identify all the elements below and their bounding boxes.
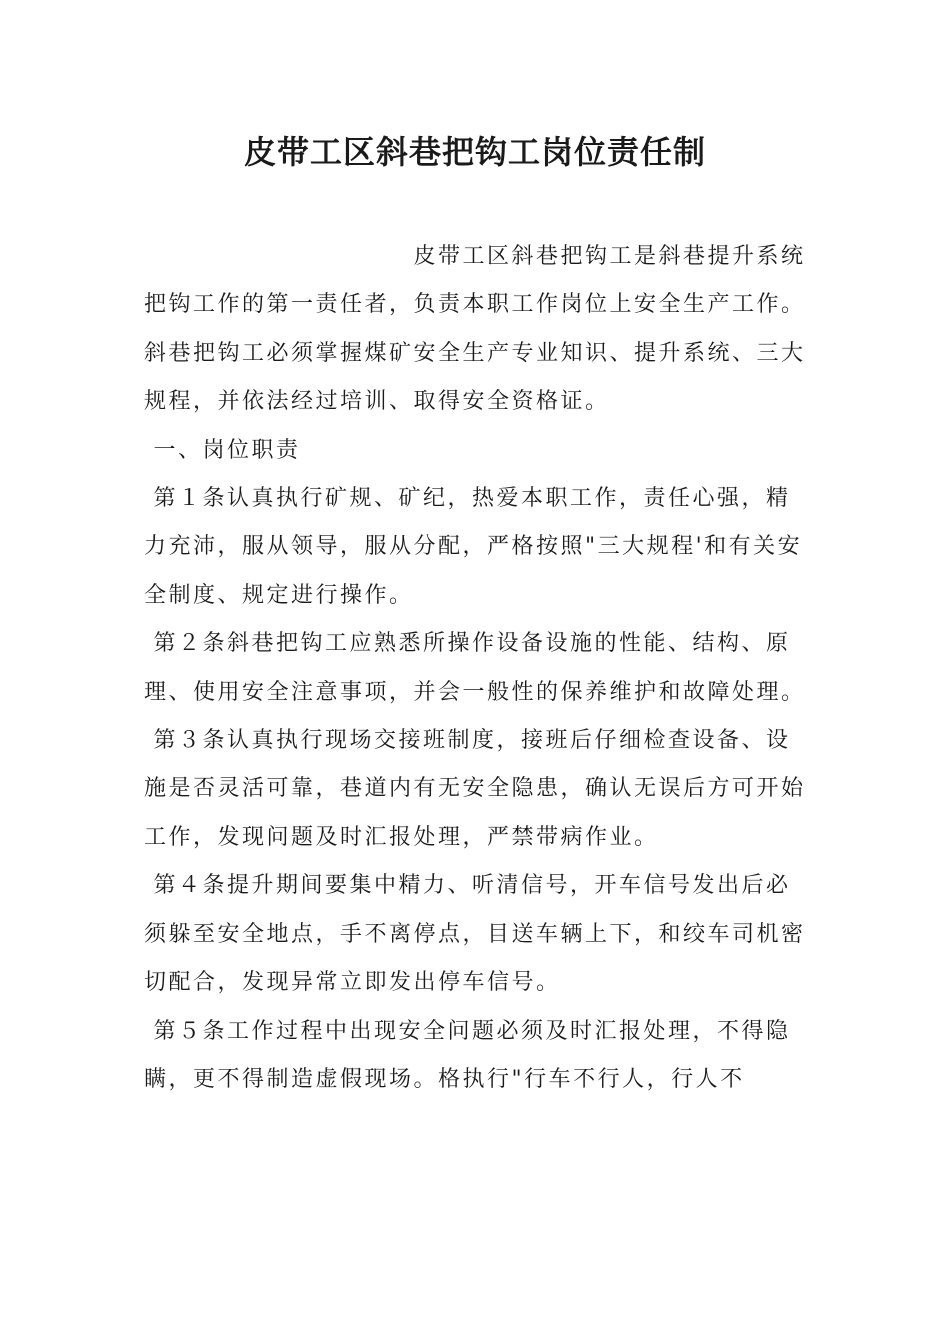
document-body <box>144 233 812 1104</box>
section-heading-duties: 一、岗位职责 <box>144 437 301 463</box>
article-2-paragraph: 第２条斜巷把钩工应熟悉所操作设备设施的性能、结构、原理、使用安全注意事项，并会一般性的保养维护和故障处理。 <box>144 631 806 705</box>
article-5-paragraph: 第５条工作过程中出现安全问题必须及时汇报处理，不得隐瞒，更不得制造虚假现场。格执行"行车不行人，行人不 <box>144 1018 791 1092</box>
article-1-paragraph: 第１条认真执行矿规、矿纪，热爱本职工作，责任心强，精力充沛，服从领导，服从分配，严格按照"三大规程'和有关安全制度、规定进行操作。 <box>144 486 803 608</box>
document-title: 皮带工区斜巷把钩工岗位责任制 <box>243 133 706 171</box>
article-3-paragraph: 第３条认真执行现场交接班制度，接班后仔细检查设备、设施是否灵活可靠，巷道内有无安全隐患，确认无误后方可开始工作，发现问题及时汇报处理，严禁带病作业。 <box>144 728 806 850</box>
intro-paragraph: 皮带工区斜巷把钩工是斜巷提升系统把钩工作的第一责任者，负责本职工作岗位上安全生产工作。斜巷把钩工必须掌握煤矿安全生产专业知识、提升系统、三大规程，并依法经过培训、取得安全资格证。 <box>144 244 806 415</box>
article-4-paragraph: 第４条提升期间要集中精力、听清信号，开车信号发出后必须躲至安全地点，手不离停点，目送车辆上下，和绞车司机密切配合，发现异常立即发出停车信号。 <box>144 873 806 996</box>
